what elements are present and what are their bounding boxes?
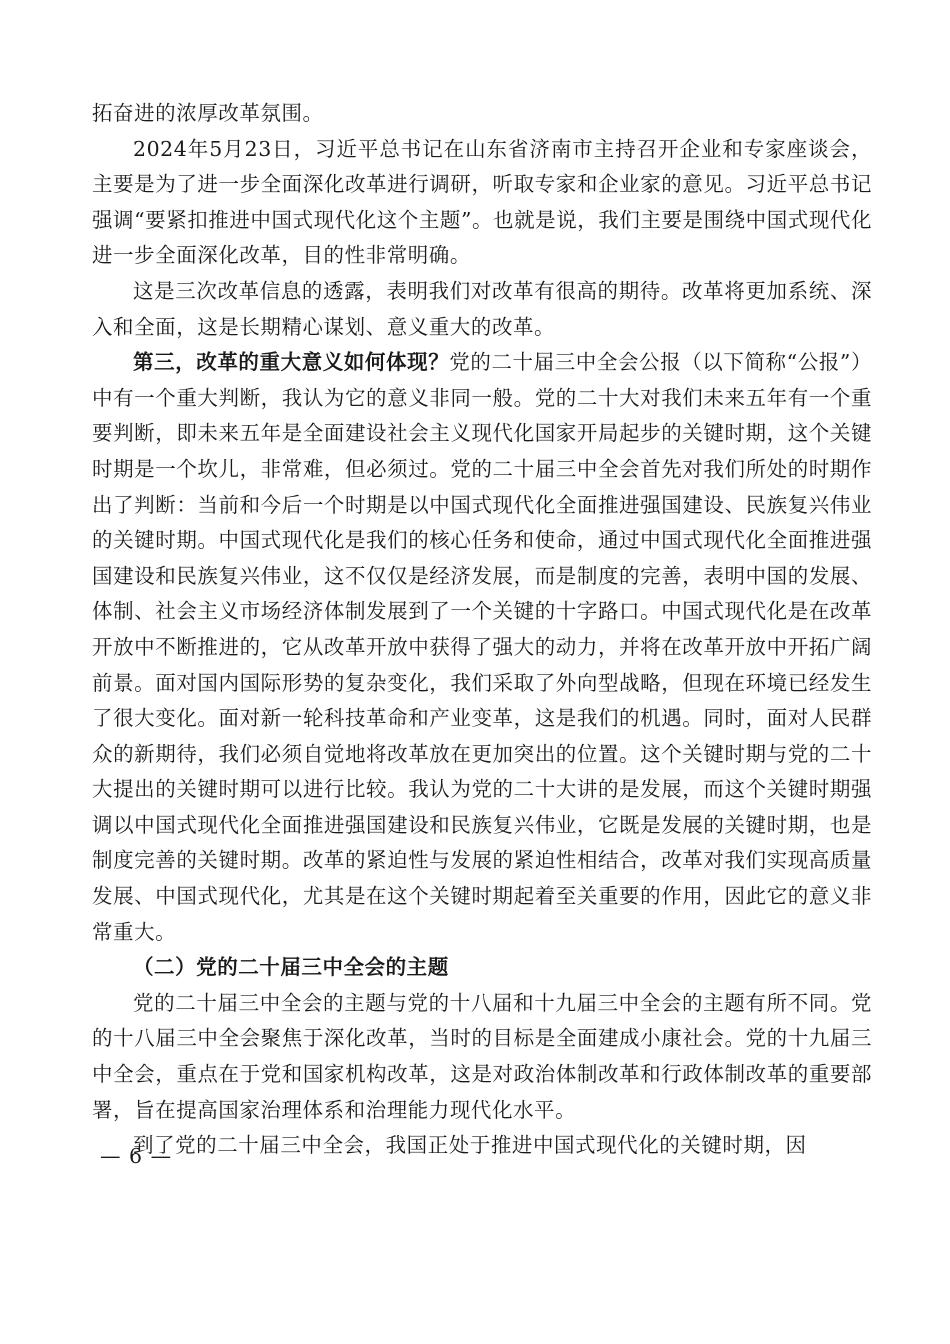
paragraph-symposium [92, 132, 872, 274]
paragraph-text: 2024年5月23日，习近平总书记在山东省济南市主持召开企业和专家座谈会，主要是为了进一步全面深化改革进行调研，听取专家和企业家的意见。习近平总书记强调“要紧扣推进中国式现代化这个主题”。也就是说，我们主要是围绕中国式现代化进一步全面深化改革，目的性非常明确。 [92, 136, 872, 268]
paragraph-third-plenum [92, 1128, 872, 1164]
paragraph-text: 这是三次改革信息的透露，表明我们对改革有很高的期待。改革将更加系统、深入和全面，这是长期精心谋划、意义重大的改革。 [92, 278, 872, 339]
paragraph-text: 党的二十届三中全会公报（以下简称“公报”）中有一个重大判断，我认为它的意义非同一般。党的二十大对我们未来五年有一个重要判断，即未来五年是全面建设社会主义现代化国家开局起步的关键时期，这个关键时期是一个坎儿，非常难，但必须过。党的二十届三中全会首先对我们所处的时期作出了判断：当前和今后一个时期是以中国式现代化全面推进强国建设、民族复兴伟业的关键时期。中国式现代化是我们的核心任务和使命，通过中国式现代化全面推进强国建设和民族复兴伟业，这不仅仅是经济发展，而是制度的完善，表明中国的发展、体制、社会主义市场经济体制发展到了一个关键的十字路口。中国式现代化是在改革开放中不断推进的，它从改革开放中获得了强大的动力，并将在改革开放中开拓广阔前景。面对国内国际形势的复杂变化，我们采取了外向型战略，但现在环境已经发生了很大变化。面对新一轮科技革命和产业变革，这是我们的机遇。同时，面对人民群众的新期待，我们必须自觉地将改革放在更加突出的位置。这个关键时期与党的二十大提出的关键时期可以进行比较。我认为党的二十大讲的是发展，而这个关键时期强调以中国式现代化全面推进强国建设和民族复兴伟业，它既是发展的关键时期，也是制度完善的关键时期。改革的紧迫性与发展的紧迫性相结合，改革对我们实现高质量发展、中国式现代化，尤其是在这个关键时期起着至关重要的作用，因此它的意义非常重大。 [92, 350, 872, 944]
paragraph-theme-comparison [92, 986, 872, 1128]
paragraph-text: 到了党的二十届三中全会，我国正处于推进中国式现代化的关键时期，因 [133, 1133, 807, 1158]
paragraph-reform-signals [92, 274, 872, 345]
paragraph-text: 党的二十届三中全会的主题与党的十八届和十九届三中全会的主题有所不同。党的十八届三中全会聚焦于深化改革，当时的目标是全面建成小康社会。党的十九届三中全会，重点在于党和国家机构改革，这是对政治体制改革和行政体制改革的重要部署，旨在提高国家治理体系和治理能力现代化水平。 [92, 990, 872, 1122]
section-subheading: （二）党的二十届三中全会的主题 [133, 955, 449, 980]
paragraph-continuation [92, 96, 872, 132]
page-number: — 6 — [100, 1144, 173, 1168]
body-text [92, 96, 872, 1164]
paragraph-lead-heading: 第三，改革的重大意义如何体现？ [133, 350, 450, 375]
paragraph-text: 拓奋进的浓厚改革氛围。 [92, 101, 324, 125]
paragraph-significance [92, 345, 872, 950]
